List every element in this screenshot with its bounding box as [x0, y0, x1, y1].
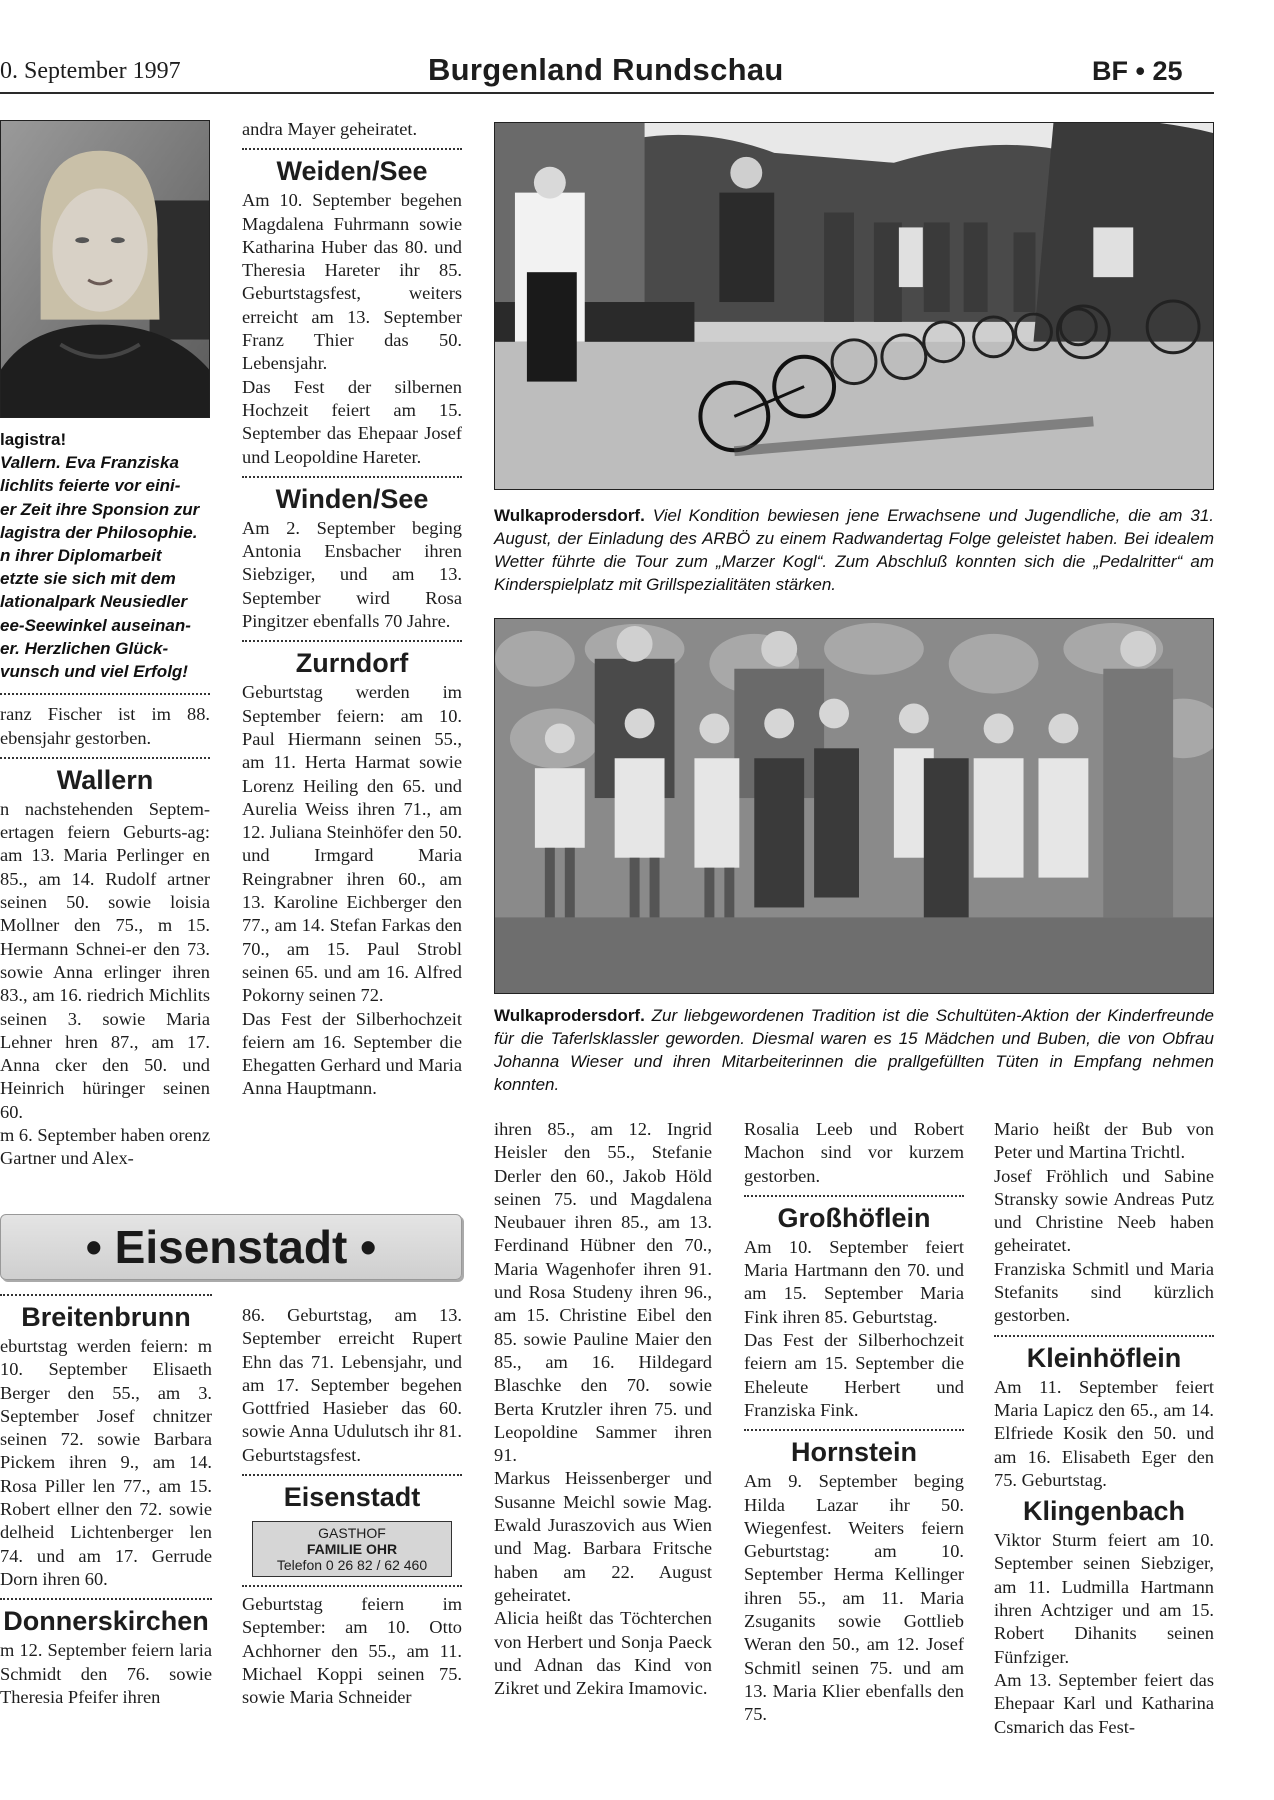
- section-heading-zurndorf: Zurndorf: [295, 648, 409, 679]
- divider: [0, 757, 210, 759]
- column-d: [744, 1118, 964, 1780]
- divider: [242, 1585, 462, 1587]
- cyclists-caption: [494, 504, 1214, 596]
- divider: [744, 1195, 964, 1197]
- issue-date: 0. September 1997: [0, 58, 181, 84]
- article-text: Geburtstag feiern im September: am 10. Otto Achhorner den 55., am 11. Michael Koppi seinen 75. sowie Maria Schneider: [242, 1594, 462, 1708]
- article-text: Rosalia Leeb und Robert Machon sind vor kurzem gestorben.: [744, 1119, 964, 1186]
- newspaper-title: Burgenland Rundschau: [428, 52, 784, 87]
- section-heading-hornstein: Hornstein: [790, 1437, 917, 1468]
- column-1: [0, 428, 210, 1208]
- ad-line: GASTHOF: [318, 1525, 386, 1542]
- caption-place: Wulkaprodersdorf.: [494, 506, 645, 525]
- article-text: Am 13. September feiert das Ehepaar Karl und Katharina Csmarich das Fest-: [994, 1669, 1214, 1737]
- divider: [0, 1294, 212, 1296]
- section-heading-weiden: Weiden/See: [276, 156, 428, 187]
- divider: [242, 1474, 462, 1476]
- caption-text: Viel Kondition bewiesen jene Erwachsene und Jugendliche, die am 31. August, der Einladung des ARBÖ zu einem Radwandertag Folge geleistet haben. Bei idealem Wetter führte die Tour zum „Marzer Kogl“. Zum Abschluß konnten sich die „Pedalritter“ am Kinderspielplatz mit Grillspezialitäten stärken.: [494, 506, 1214, 594]
- article-text: Am 9. September beging Hilda Lazar ihr 50. Wiegenfest. Weiters feiern Geburtstag: am 10. September Herma Kellinger ihren 55., am 11. Maria Zsuganits sowie Gottlieb Weran den 50., am 12. Josef Schmitl seinen 75. und am 13. Maria Klier ebenfalls den 75.: [744, 1471, 964, 1725]
- divider: [242, 476, 462, 478]
- caption-line: ee-Seewinkel auseinan-: [0, 615, 191, 635]
- caption-line: lichlits feierte vor eini-: [0, 476, 181, 496]
- article-text: Mario heißt der Bub von Peter und Martina Trichtl.: [994, 1119, 1214, 1163]
- column-e: [994, 1118, 1214, 1780]
- caption-line: n ihrer Diplomarbeit: [0, 546, 162, 566]
- section-heading-winden: Winden/See: [275, 483, 429, 514]
- article-text: Das Fest der silbernen Hochzeit feiert am 15. September das Ehepaar Josef und Leopoldine Hareter.: [242, 376, 462, 467]
- caption-text: Zur liebgewordenen Tradition ist die Schultüten-Aktion der Kinderfreunde für die Taferlsklassler geworden. Diesmal waren es 15 Mädchen und Buben, die von Obfrau Johanna Wieser und ihren Mitarbeiterinnen die prallgefüllten Tüten in Empfang nehmen konnten.: [494, 1006, 1214, 1094]
- section-heading-breitenbrunn: Breitenbrunn: [21, 1302, 191, 1332]
- article-text: 86. Geburtstag, am 13. September erreicht Rupert Ehn das 71. Lebensjahr, und am 17. September begehen Gottfried Hasieber das 60. sowie Anna Udulutsch ihr 81. Geburtstagsfest.: [242, 1305, 462, 1465]
- portrait-caption: [0, 428, 210, 683]
- article-text: andra Mayer geheiratet.: [242, 119, 418, 139]
- article-text: ihren 85., am 12. Ingrid Heisler den 55., Stefanie Derler den 60., Jakob Höld seinen 75. und Magdalena Neubauer ihren 85., am 13. Ferdinand Hübner den 70., Maria Wagenhofer ihren 91. und Rosa Studeny ihren 96., am 15. Christine Eibel den 85. sowie Pauline Maier den 85., am 16. Hildegard Blaschke den 70. sowie Berta Krutzler ihren 75. und Leopoldine Sammer ihren 91.: [494, 1119, 712, 1466]
- article-text: Am 2. September beging Antonia Ensbacher ihren Siebziger, und am 13. September wird Rosa Pingitzer ebenfalls 70 Jahre.: [242, 517, 462, 632]
- caption-place: Wulkaprodersdorf.: [494, 1006, 645, 1025]
- section-heading-eisenstadt: Eisenstadt: [283, 1482, 421, 1513]
- column-b: [242, 1304, 462, 1780]
- article-text: m 6. September haben orenz Gartner und Alex-: [0, 1124, 210, 1169]
- article-text: Viktor Sturm feiert am 10. September seinen Siebziger, am 11. Ludmilla Hartmann ihren Achtziger und am 15. Robert Dihanits seinen Fünfziger.: [994, 1530, 1214, 1667]
- caption-line: er Zeit ihre Sponsion zur: [0, 499, 200, 519]
- column-c: [494, 1118, 712, 1780]
- gasthof-advertisement: [252, 1521, 452, 1577]
- divider: [242, 148, 462, 150]
- portrait-photo: [0, 120, 210, 418]
- article-text: m 12. September feiern laria Schmidt den 76. sowie Theresia Pfeifer ihren: [0, 1640, 212, 1707]
- caption-line: vunsch und viel Erfolg!: [0, 662, 188, 682]
- ad-line: FAMILIE OHR: [306, 1541, 398, 1558]
- article-text: n nachstehenden Septem-ertagen feiern Geburts-ag: am 13. Maria Perlinger en 85., am 14. Rudolf artner seinen 50. sowie loisia Mollner den 75., m 15. Hermann Schnei-er den 73. sowie Anna erlinger ihren 83., am 16. riedrich Michlits seinen 3. sowie Maria Lehner hren 87., am 17. Anna cker den 50. und Heinrich hüringer seinen 60.: [0, 798, 210, 1122]
- column-a: [0, 1290, 212, 1780]
- caption-line: er. Herzlichen Glück-: [0, 638, 169, 658]
- children-caption: [494, 1004, 1214, 1096]
- region-banner: • Eisenstadt •: [0, 1214, 462, 1280]
- divider: [744, 1429, 964, 1431]
- article-text: eburtstag werden feiern: m 10. September Elisaeth Berger den 55., am 3. September Josef chnitzer seinen 72. sowie Barbara Pickem ihren 9., am 14. Rosa Piller len 77., am 15. Robert ellner den 72. sowie delheid Lichtenberger len 74. und am 17. Gerrude Dorn ihren 60.: [0, 1336, 212, 1589]
- caption-line: etzte sie sich mit dem: [0, 569, 176, 589]
- article-text: Das Fest der Silberhochzeit feiern am 16. September die Ehegatten Gerhard und Maria Anna Hauptmann.: [242, 1008, 462, 1099]
- page-number: BF • 25: [1092, 56, 1183, 86]
- article-text: Josef Fröhlich und Sabine Stransky sowie Andreas Putz und Christine Neeb haben geheiratet.: [994, 1165, 1214, 1256]
- article-text: Am 10. September feiert Maria Hartmann den 70. und am 15. September Maria Fink ihren 85. Geburtstag.: [744, 1236, 964, 1327]
- ad-line: Telefon 0 26 82 / 62 460: [276, 1557, 428, 1574]
- article-text: Das Fest der Silberhochzeit feiern am 15. September die Eheleute Herbert und Franziska Fink.: [744, 1330, 964, 1420]
- article-text: Am 11. September feiert Maria Lapicz den 65., am 14. Elfriede Kosik den 50. und am 16. Elisabeth Eger den 75. Geburtstag.: [994, 1376, 1214, 1490]
- article-text: Franziska Schmitl und Maria Stefanits sind kürzlich gestorben.: [994, 1258, 1214, 1326]
- section-heading-klingenbach: Klingenbach: [1022, 1496, 1185, 1527]
- article-text: Markus Heissenberger und Susanne Meichl sowie Mag. Ewald Juraszovich aus Wien und Mag. Barbara Fritsche haben am 22. August geheiratet.: [494, 1468, 712, 1605]
- caption-line: lagistra!: [0, 430, 67, 449]
- article-text: ranz Fischer ist im 88. ebensjahr gestorben.: [0, 704, 210, 748]
- caption-line: lagistra der Philosophie.: [0, 522, 198, 542]
- caption-line: lationalpark Neusiedler: [0, 592, 188, 612]
- header-rule: [0, 92, 1214, 94]
- divider: [0, 1598, 212, 1600]
- section-heading-wallern: Wallern: [56, 764, 154, 795]
- divider: [994, 1335, 1214, 1337]
- column-2: [242, 118, 462, 1188]
- caption-line: Vallern. Eva Franziska: [0, 453, 179, 473]
- divider: [0, 693, 210, 695]
- cyclists-photo: [494, 122, 1214, 490]
- article-text: Geburtstag werden im September feiern: am 10. Paul Hiermann seinen 55., am 11. Herta Harmat sowie Lorenz Heiling den 65. und Aurelia Weiss ihren 71., am 12. Juliana Steinhöfer den 50. und Irmgard Maria Reingrabner ihren 60., am 13. Karoline Eichberger den 77., am 14. Stefan Farkas den 70., am 15. Paul Strobl seinen 65. und am 16. Alfred Pokorny seinen 72.: [242, 682, 462, 1006]
- section-heading-kleinhoeflein: Kleinhöflein: [1026, 1342, 1182, 1373]
- article-text: Am 10. September begehen Magdalena Fuhrmann sowie Katharina Huber das 80. und Theresia Hareter ihr 85. Geburtstagsfest, weiters erreicht am 13. September Franz Thier das 50. Lebensjahr.: [242, 190, 462, 374]
- article-text: Alicia heißt das Töchterchen von Herbert und Sonja Paeck und Adnan das Kind von Zikret und Zekira Imamovic.: [494, 1608, 712, 1699]
- section-heading-donnerskirchen: Donnerskirchen: [3, 1606, 209, 1637]
- divider: [242, 640, 462, 642]
- children-photo: [494, 618, 1214, 994]
- section-heading-grosshoeflein: Großhöflein: [777, 1202, 931, 1233]
